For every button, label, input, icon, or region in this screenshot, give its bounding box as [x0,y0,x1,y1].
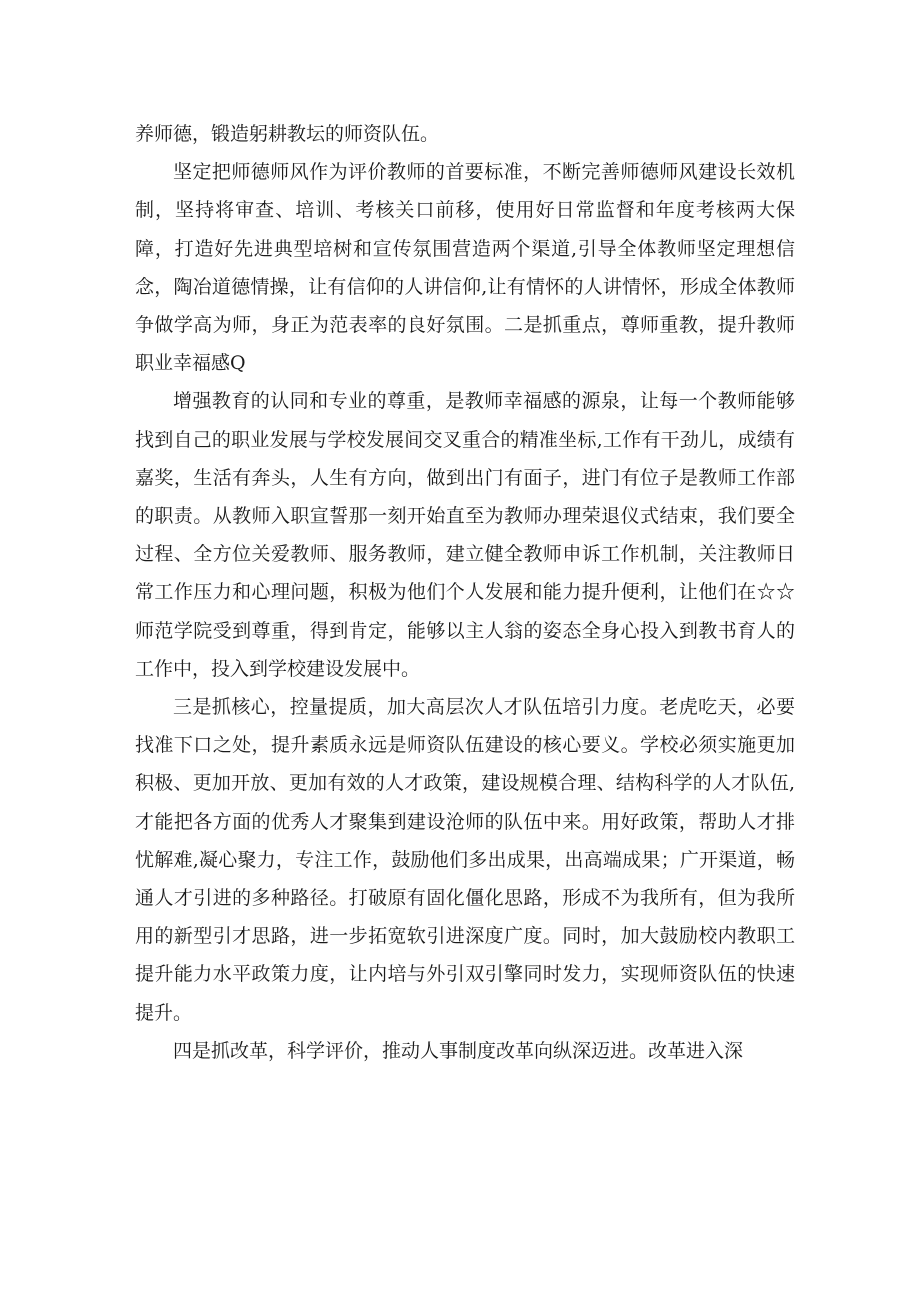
paragraph-teacher-happiness: 增强教育的认同和专业的尊重，是教师幸福感的源泉，让每一个教师能够找到自己的职业发展与学校发展间交叉重合的精准坐标,工作有干劲儿，成绩有嘉奖，生活有奔头，人生有方向，做到出门有面子，进门有位子是教师工作部的职责。从教师入职宣誓那一刻开始直至为教师办理荣退仪式结束，我们要全过程、全方位关爱教师、服务教师，建立健全教师申诉工作机制，关注教师日常工作压力和心理问题，积极为他们个人发展和能力提升便利，让他们在☆☆师范学院受到尊重，得到肯定，能够以主人翁的姿态全身心投入到教书育人的工作中，投入到学校建设发展中。 [135,390,795,680]
paragraph-reform: 四是抓改革，科学评价，推动人事制度改革向纵深迈进。改革进入深 [173,1039,744,1062]
paragraph-talent-recruitment: 三是抓核心，控量提质，加大高层次人才队伍培引力度。老虎吃天，必要找准下口之处，提升素质永远是师资队伍建设的核心要义。学校必须实施更加积极、更加开放、更加有效的人才政策，建设规模合理、结构科学的人才队伍,才能把各方面的优秀人才聚集到建设沧师的队伍中来。用好政策，帮助人才排忧解难,凝心聚力，专注工作，鼓励他们多出成果，出高端成果；广开渠道，畅通人才引进的多种路径。打破原有固化僵化思路，形成不为我所有，但为我所用的新型引才思路，进一步拓宽软引进深度广度。同时，加大鼓励校内教职工提升能力水平政策力度，让内培与外引双引擎同时发力，实现师资队伍的快速提升。 [135,696,795,1024]
document-body [135,115,795,1070]
paragraph-teacher-ethics: 坚定把师德师风作为评价教师的首要标准，不断完善师德师风建设长效机制，坚持将审查、培训、考核关口前移，使用好日常监督和年度考核两大保障，打造好先进典型培树和宣传氛围营造两个渠道,引导全体教师坚定理想信念，陶冶道德情操，让有信仰的人讲信仰,让有情怀的人讲情怀，形成全体教师争做学高为师，身正为范表率的良好氛围。二是抓重点，尊师重教，提升教师职业幸福感Q [135,161,795,375]
paragraph-continuation: 养师德，锻造躬耕教坛的师资队伍。 [135,123,440,145]
